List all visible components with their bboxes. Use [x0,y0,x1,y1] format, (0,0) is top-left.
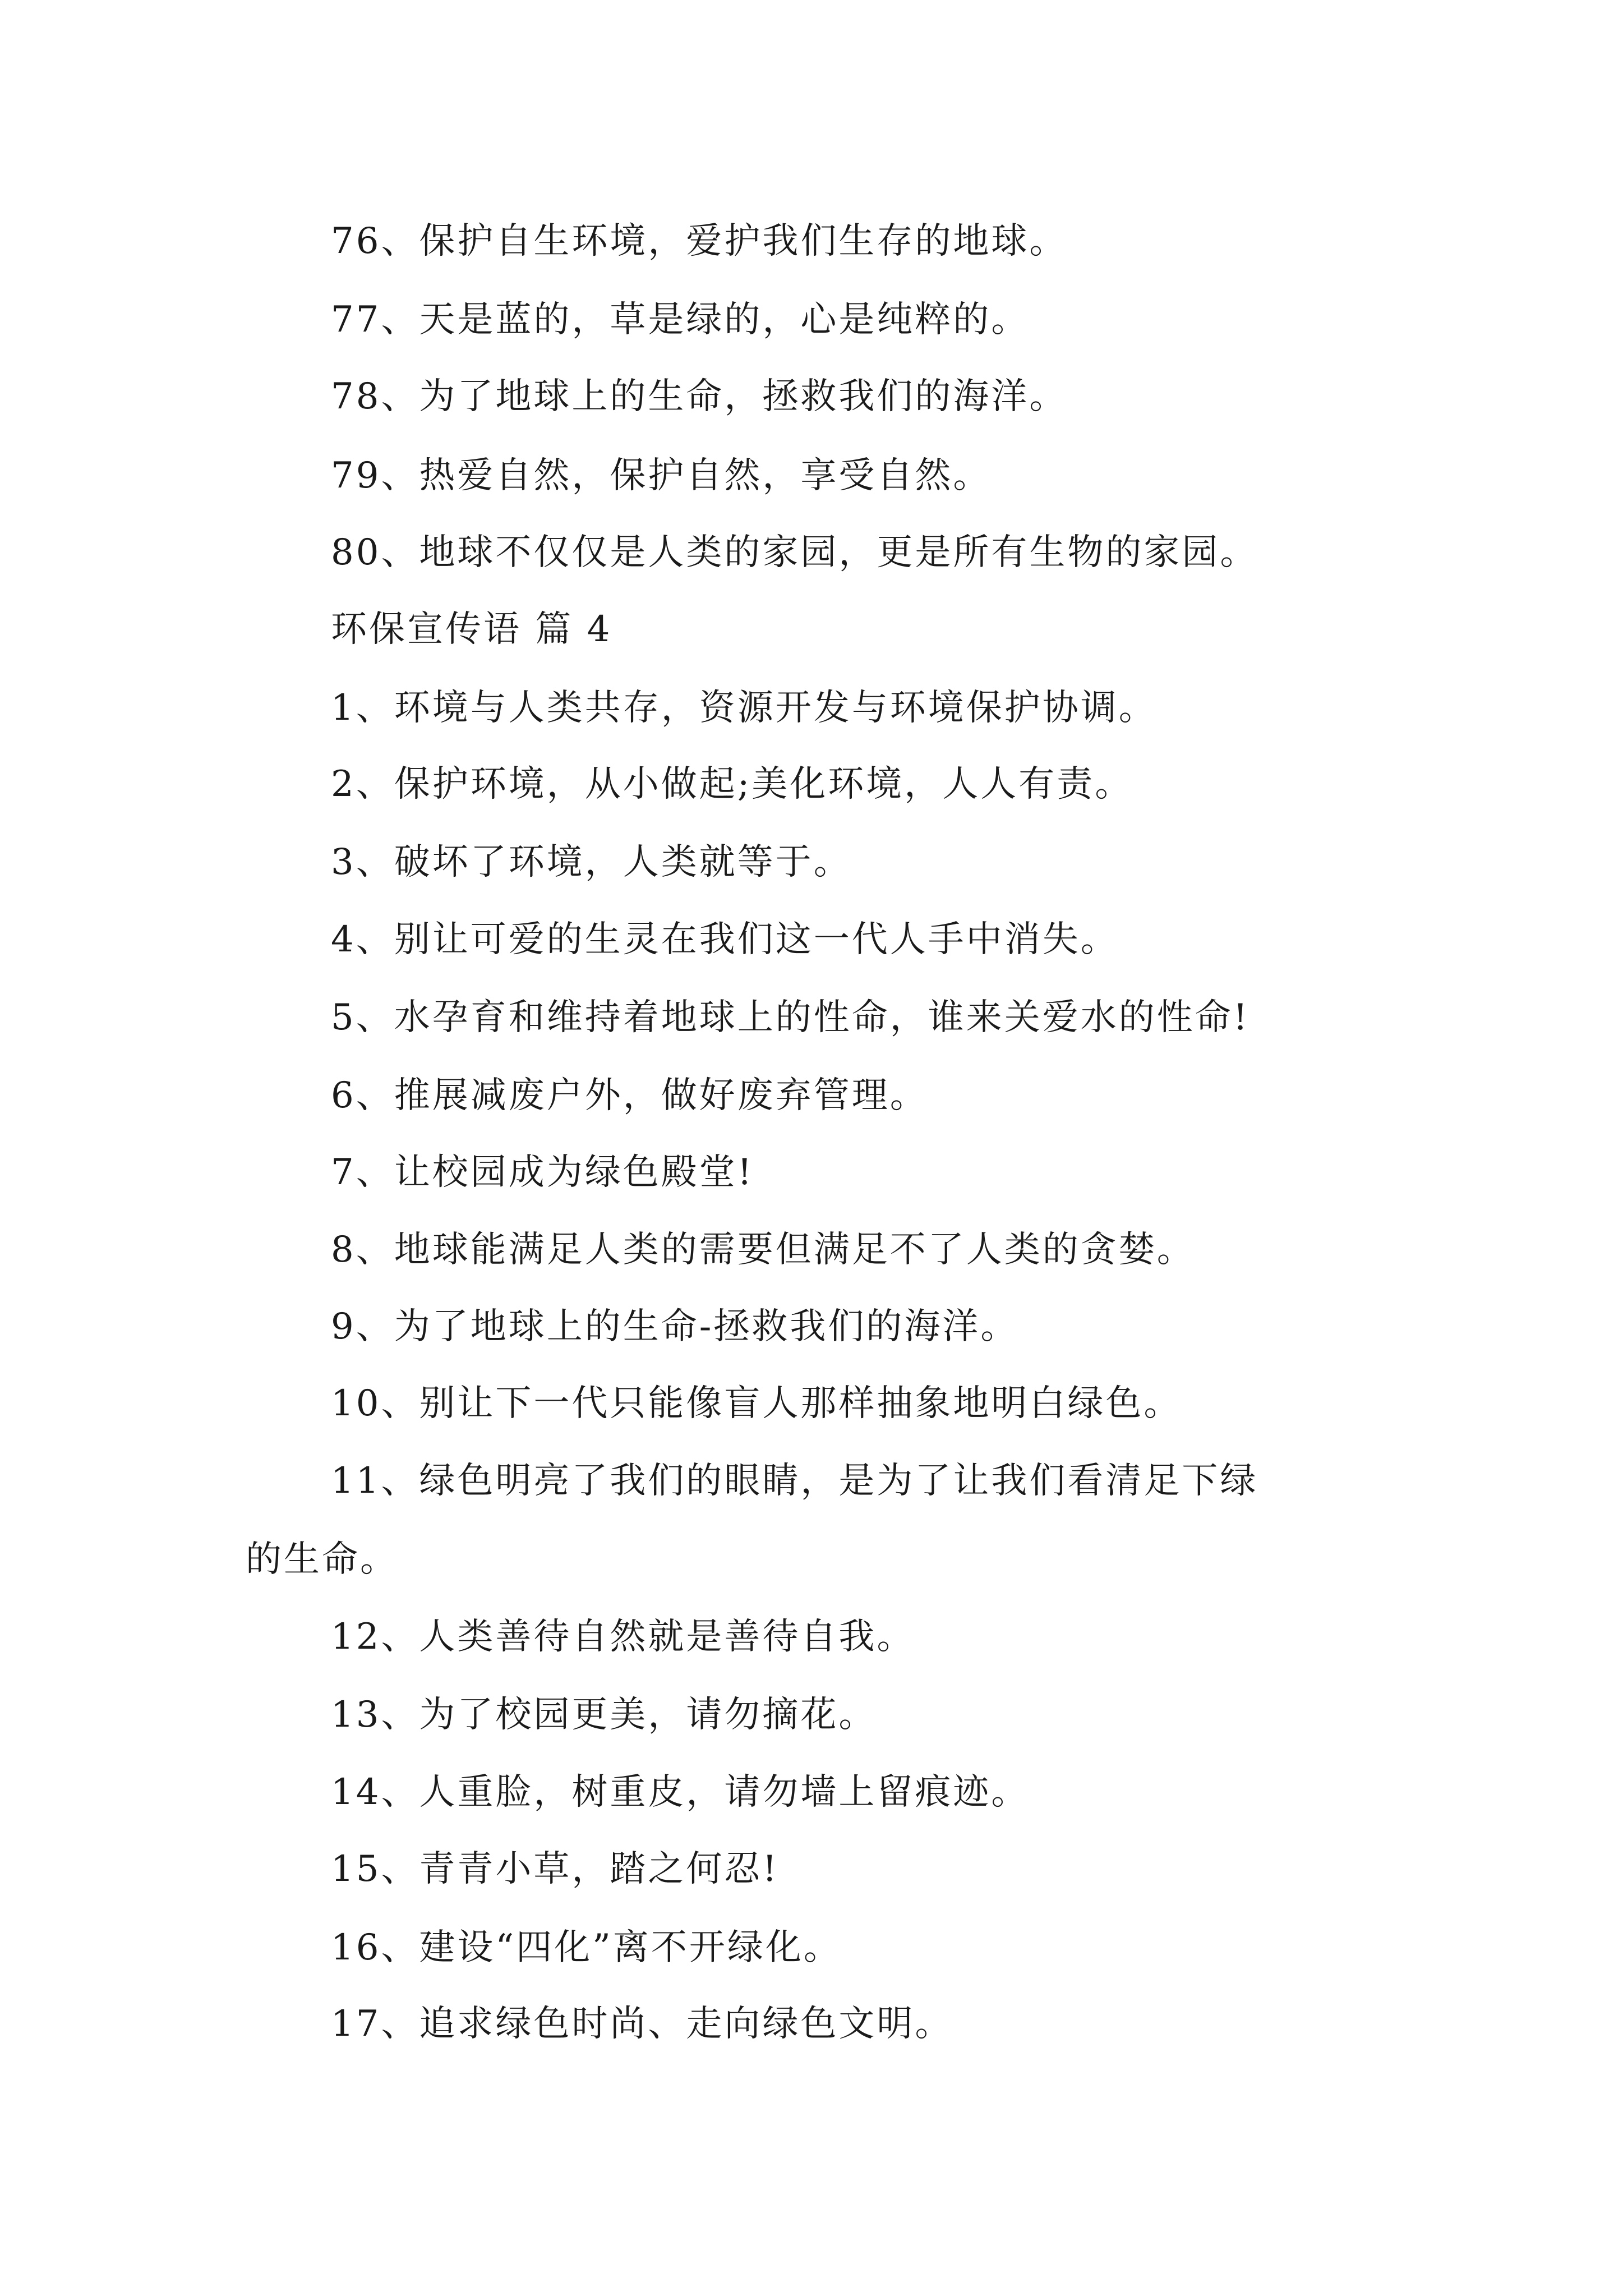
list-item: 15、青青小草，踏之何忍! [331,1848,780,1890]
text-line: 76、保护自生环境，爱护我们生存的地球。 [331,220,1068,262]
list-item: 4、别让可爱的生灵在我们这一代人手中消失。 [331,919,1119,960]
list-item: 12、人类善待自然就是善待自我。 [331,1616,915,1658]
section-heading: 环保宣传语 篇 4 [331,609,612,650]
list-item: 7、让校园成为绿色殿堂! [331,1152,754,1193]
text-line: 77、天是蓝的，草是绿的，心是纯粹的。 [331,299,1030,341]
list-item: 8、地球能满足人类的需要但满足不了人类的贪婪。 [331,1229,1195,1271]
list-item: 9、为了地球上的生命-拯救我们的海洋。 [331,1306,1019,1347]
list-item: 1、环境与人类共存，资源开发与环境保护协调。 [331,687,1157,729]
text-line: 78、为了地球上的生命，拯救我们的海洋。 [331,376,1068,417]
list-item: 6、推展减废户外，做好废弃管理。 [331,1075,928,1116]
list-item-continuation: 的生命。 [246,1539,398,1580]
list-item: 10、别让下一代只能像盲人那样抽象地明白绿色。 [331,1383,1182,1424]
list-item: 13、为了校园更美，请勿摘花。 [331,1694,877,1736]
list-item: 11、绿色明亮了我们的眼睛，是为了让我们看清足下绿 [331,1460,1258,1502]
list-item: 14、人重脸，树重皮，请勿墙上留痕迹。 [331,1772,1030,1813]
list-item: 3、破坏了环境，人类就等于。 [331,841,852,883]
list-item: 5、水孕育和维持着地球上的性命，谁来关爱水的性命! [331,997,1250,1038]
list-item: 2、保护环境，从小做起;美化环境，人人有责。 [331,763,1133,805]
text-line: 79、热爱自然，保护自然，享受自然。 [331,455,992,496]
list-item: 16、建设“四化”离不开绿化。 [331,1927,842,1968]
text-line: 80、地球不仅仅是人类的家园，更是所有生物的家园。 [331,532,1258,573]
list-item: 17、追求绿色时尚、走向绿色文明。 [331,2003,953,2045]
